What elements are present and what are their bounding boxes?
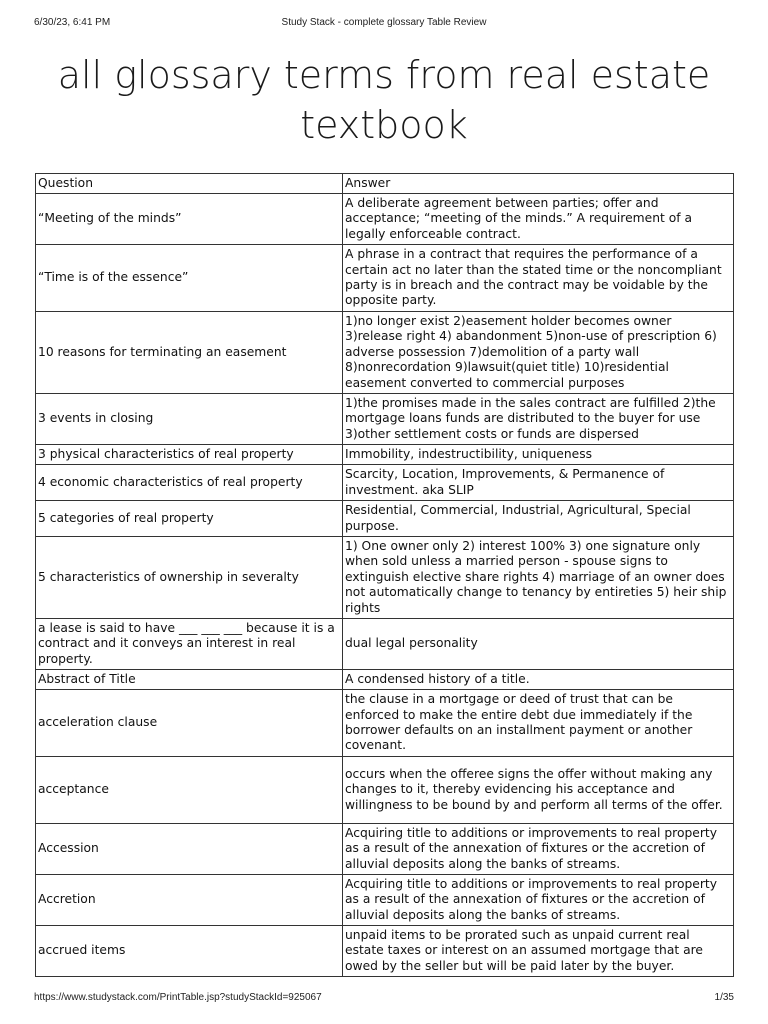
- table-row: [36, 245, 734, 312]
- table-row: [36, 824, 734, 875]
- table-row: [36, 501, 734, 537]
- table-row: [36, 394, 734, 445]
- answer-cell: A deliberate agreement between parties; offer and acceptance; “meeting of the minds.” A requirement of a legally enforceable contract.: [343, 194, 734, 245]
- answer-cell: A condensed history of a title.: [343, 670, 734, 690]
- table-row: [36, 312, 734, 394]
- answer-cell: Acquiring title to additions or improvements to real property as a result of the annexation of fixtures or the accretion of alluvial deposits along the banks of streams.: [343, 824, 734, 875]
- table-row: [36, 537, 734, 619]
- print-header: [34, 17, 734, 31]
- question-cell: 3 physical characteristics of real property: [36, 445, 343, 465]
- table-row: [36, 926, 734, 977]
- question-cell: acceptance: [36, 757, 343, 824]
- page-number: 1/35: [714, 992, 734, 1003]
- answer-cell: 1)no longer exist 2)easement holder becomes owner 3)release right 4) abandonment 5)non-use of prescription 6) adverse possession 7)demolition of a party wall 8)nonrecordation 9)lawsuit(quiet title) 10)residential easement converted to commercial purposes: [343, 312, 734, 394]
- table-row: [36, 465, 734, 501]
- question-cell: Accretion: [36, 875, 343, 926]
- answer-cell: 1) One owner only 2) interest 100% 3) one signature only when sold unless a married person - spouse signs to extinguish elective share rights 4) marriage of an owner does not automatically change to tenancy by entireties 5) heir ship rights: [343, 537, 734, 619]
- print-title: Study Stack - complete glossary Table Review: [281, 17, 487, 28]
- question-cell: Abstract of Title: [36, 670, 343, 690]
- question-cell: 10 reasons for terminating an easement: [36, 312, 343, 394]
- question-cell: a lease is said to have ___ ___ ___ because it is a contract and it conveys an interest in real property.: [36, 619, 343, 670]
- table-row: [36, 690, 734, 757]
- print-date: 6/30/23, 6:41 PM: [34, 17, 111, 28]
- table-row: [36, 670, 734, 690]
- answer-cell: the clause in a mortgage or deed of trust that can be enforced to make the entire debt due immediately if the borrower defaults on an installment payment or another covenant.: [343, 690, 734, 757]
- question-cell: Accession: [36, 824, 343, 875]
- answer-cell: dual legal personality: [343, 619, 734, 670]
- table-row: [36, 619, 734, 670]
- column-header-question: Question: [36, 174, 343, 194]
- answer-cell: 1)the promises made in the sales contract are fulfilled 2)the mortgage loans funds are distributed to the buyer for use 3)other settlement costs or funds are dispersed: [343, 394, 734, 445]
- answer-cell: Scarcity, Location, Improvements, & Permanence of investment. aka SLIP: [343, 465, 734, 501]
- answer-cell: Immobility, indestructibility, uniqueness: [343, 445, 734, 465]
- question-cell: 5 characteristics of ownership in severalty: [36, 537, 343, 619]
- question-cell: 5 categories of real property: [36, 501, 343, 537]
- question-cell: acceleration clause: [36, 690, 343, 757]
- glossary-table: [35, 173, 734, 977]
- page-title: all glossary terms from real estate textbook: [57, 53, 711, 147]
- answer-cell: occurs when the offeree signs the offer without making any changes to it, thereby evidencing his acceptance and willingness to be bound by and perform all terms of the offer.: [343, 757, 734, 824]
- question-cell: 4 economic characteristics of real property: [36, 465, 343, 501]
- question-cell: 3 events in closing: [36, 394, 343, 445]
- table-row: [36, 875, 734, 926]
- answer-cell: A phrase in a contract that requires the performance of a certain act no later than the stated time or the noncompliant party is in breach and the contract may be voidable by the opposite party.: [343, 245, 734, 312]
- print-url: https://www.studystack.com/PrintTable.jsp?studyStackId=925067: [34, 992, 322, 1003]
- table-row: [36, 757, 734, 824]
- column-header-answer: Answer: [343, 174, 734, 194]
- table-row: [36, 445, 734, 465]
- answer-cell: Acquiring title to additions or improvements to real property as a result of the annexation of fixtures or the accretion of alluvial deposits along the banks of streams.: [343, 875, 734, 926]
- question-cell: “Time is of the essence”: [36, 245, 343, 312]
- question-cell: accrued items: [36, 926, 343, 977]
- table-header-row: [36, 174, 734, 194]
- answer-cell: unpaid items to be prorated such as unpaid current real estate taxes or interest on an assumed mortgage that are owed by the seller but will be paid later by the buyer.: [343, 926, 734, 977]
- table-row: [36, 194, 734, 245]
- question-cell: “Meeting of the minds”: [36, 194, 343, 245]
- answer-cell: Residential, Commercial, Industrial, Agricultural, Special purpose.: [343, 501, 734, 537]
